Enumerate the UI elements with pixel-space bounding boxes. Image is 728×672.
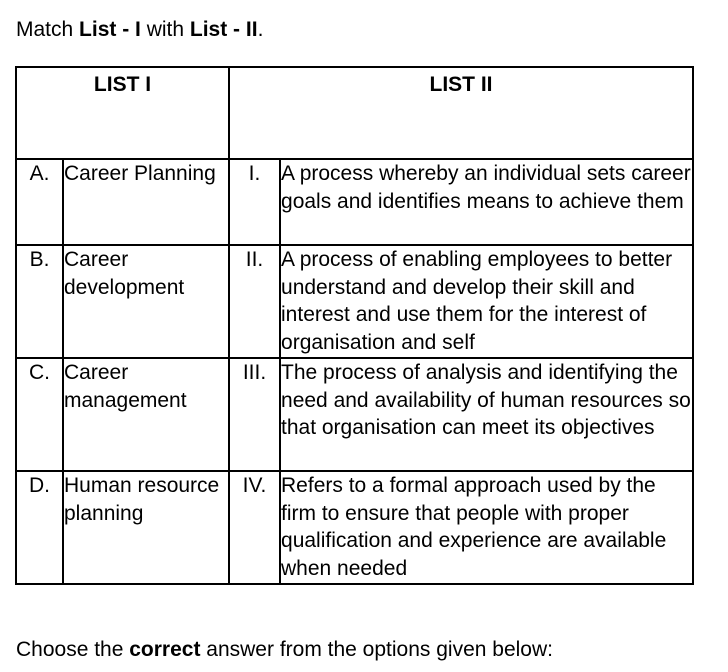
footer-emphasis: correct	[129, 638, 201, 661]
question-prefix: Match	[16, 18, 80, 41]
list2-ref: List - II	[189, 18, 258, 41]
question-text	[16, 16, 263, 44]
row-numeral: IV.	[229, 471, 280, 584]
table-row	[16, 358, 693, 471]
row-letter: D.	[16, 471, 63, 584]
row-letter: B.	[16, 245, 63, 358]
list1-term: Career Planning	[63, 159, 229, 245]
question-with: with	[140, 18, 190, 41]
list1-term: Career development	[63, 245, 229, 358]
row-numeral: I.	[229, 159, 280, 245]
list2-description: The process of analysis and identifying the need and availability of human resources so that organisation can meet its objectives	[280, 358, 693, 471]
footer-suffix: answer from the options given below:	[200, 638, 553, 661]
table-row	[16, 245, 693, 358]
table-header-row	[16, 67, 693, 159]
list1-term: Human resource planning	[63, 471, 229, 584]
footer-prefix: Choose the	[16, 638, 130, 661]
list1-ref: List - I	[79, 18, 141, 41]
row-letter: A.	[16, 159, 63, 245]
question-suffix: .	[257, 18, 264, 41]
row-letter: C.	[16, 358, 63, 471]
row-numeral: II.	[229, 245, 280, 358]
list1-header: LIST I	[16, 67, 229, 159]
list1-term: Career management	[63, 358, 229, 471]
list2-header: LIST II	[229, 67, 693, 159]
instruction-text	[16, 636, 553, 664]
list2-description: Refers to a formal approach used by the firm to ensure that people with proper qualification and experience are available when needed	[280, 471, 693, 584]
list2-description: A process whereby an individual sets career goals and identifies means to achieve them	[280, 159, 693, 245]
row-numeral: III.	[229, 358, 280, 471]
list2-description: A process of enabling employees to better understand and develop their skill and interest and use them for the interest of organisation and self	[280, 245, 693, 358]
match-table	[15, 66, 694, 585]
table-row	[16, 159, 693, 245]
table-row	[16, 471, 693, 584]
